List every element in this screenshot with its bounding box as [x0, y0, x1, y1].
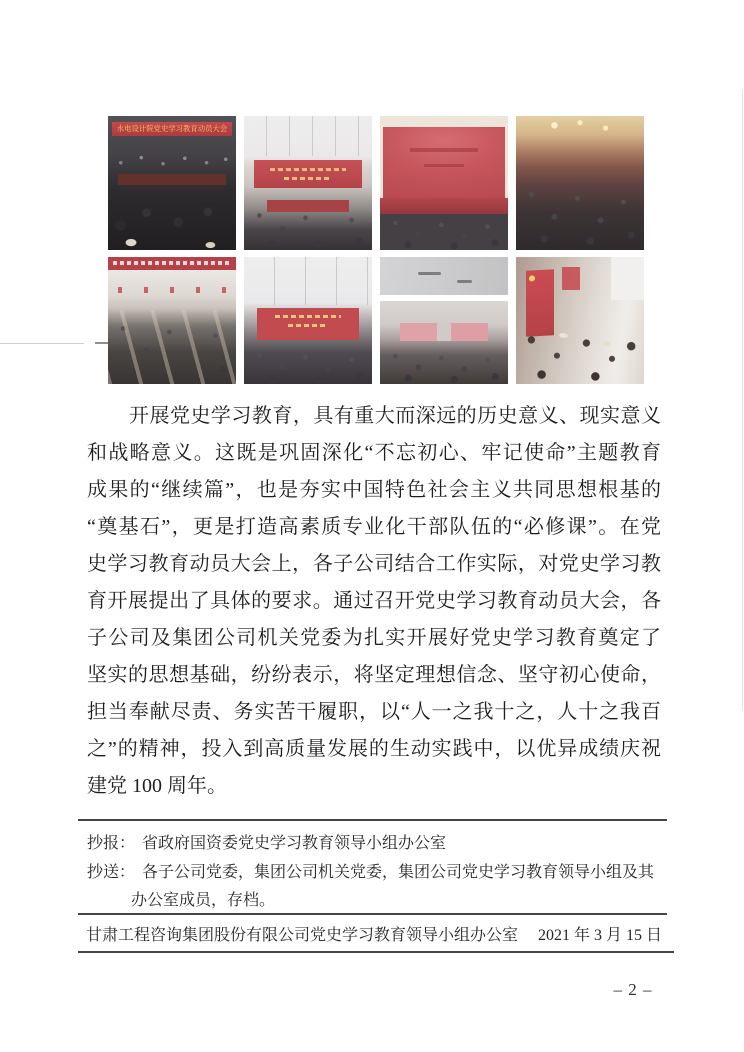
- issue-date: 2021 年 3 月 15 日: [537, 927, 662, 944]
- copy-report-line: [87, 833, 446, 855]
- audience: [380, 214, 508, 250]
- meeting-photo-4: [516, 116, 644, 250]
- copy-to-label: 抄送：: [87, 864, 136, 881]
- scan-artifact-edge: [742, 90, 743, 710]
- photo1-banner-text: 水电设计院党史学习教育动员大会: [116, 124, 228, 133]
- body-line: 和战略意义。这既是巩固深化“不忘初心、牢记使命”主题教育: [87, 442, 661, 464]
- copy-to-line: [87, 862, 654, 884]
- footer-rule-top: [78, 819, 667, 821]
- conference-table: [380, 198, 508, 215]
- footer-rule-middle: [78, 913, 667, 915]
- red-vertical-banner: [562, 267, 580, 290]
- body-line: 开展党史学习教育，具有重大而深远的历史意义、现实意义: [129, 405, 661, 427]
- meeting-photo-8: [516, 257, 644, 384]
- meeting-photo-5: [108, 257, 236, 384]
- audience: [244, 346, 372, 384]
- body-line: “奠基石”，更是打造高素质专业化干部队伍的“必修课”。在党: [87, 516, 661, 538]
- copy-to-continuation: 办公室成员，存档。: [131, 892, 276, 909]
- red-flags: [118, 287, 226, 293]
- meeting-photo-6: [244, 257, 372, 384]
- meeting-photo-2: [244, 116, 372, 250]
- meeting-photo-3: [380, 116, 508, 250]
- ceiling-photo: [380, 257, 508, 295]
- projection-screen: [257, 308, 359, 340]
- body-line: 育开展提出了具体的要求。通过召开党史学习教育动员大会，各: [87, 590, 661, 612]
- meeting-photo-1: [108, 116, 236, 250]
- body-line: 子公司及集团公司机关党委为扎实开展好党史学习教育奠定了: [87, 627, 661, 649]
- body-line: 坚实的思想基础，纷纷表示，将坚定理想信念、坚守初心使命，: [87, 664, 661, 686]
- body-paragraph: [87, 398, 661, 805]
- window: [611, 257, 644, 300]
- body-line: 之”的精神，投入到高质量发展的生动实践中，以优异成绩庆祝: [87, 738, 661, 760]
- audience: [516, 321, 644, 385]
- rostrum-table: [118, 174, 226, 185]
- projection-screen: [383, 127, 506, 199]
- rostrum-members: [108, 144, 236, 178]
- issuer-line: [86, 922, 662, 945]
- copy-report-value: 省政府国资委党史学习教育领导小组办公室: [142, 835, 447, 852]
- scan-artifact-line: [0, 343, 84, 344]
- projection-screen: [400, 323, 487, 341]
- red-banner: [108, 257, 236, 270]
- meeting-photo-7: [380, 257, 508, 384]
- audience: [108, 310, 236, 384]
- page-number: – 2 –: [613, 980, 653, 999]
- footer-rule-bottom: [78, 951, 674, 953]
- room-photo: [380, 301, 508, 384]
- issuer-name: 甘肃工程咨询集团股份有限公司党史学习教育领导小组办公室: [86, 927, 519, 944]
- copy-to-value: 各子公司党委，集团公司机关党委，集团公司党史学习教育领导小组及其: [142, 864, 655, 881]
- copy-report-label: 抄报：: [87, 835, 136, 852]
- body-line: 成果的“继续篇”，也是夯实中国特色社会主义共同思想根基的: [87, 479, 661, 501]
- body-line: 建党 100 周年。: [87, 775, 227, 797]
- audience: [516, 176, 644, 250]
- audience: [380, 347, 508, 384]
- scan-artifact-dash: [95, 342, 108, 344]
- body-line: 担当奉献尽责、务实苦干履职，以“人一之我十之，人十之我百: [87, 701, 661, 723]
- body-line: 史学习教育动员大会上，各子公司结合工作实际，对党史学习教: [87, 553, 661, 575]
- red-banner: [112, 122, 232, 136]
- audience: [244, 204, 372, 250]
- meeting-photo-grid: [108, 116, 644, 384]
- audience: [108, 188, 236, 250]
- red-banner: [254, 160, 362, 188]
